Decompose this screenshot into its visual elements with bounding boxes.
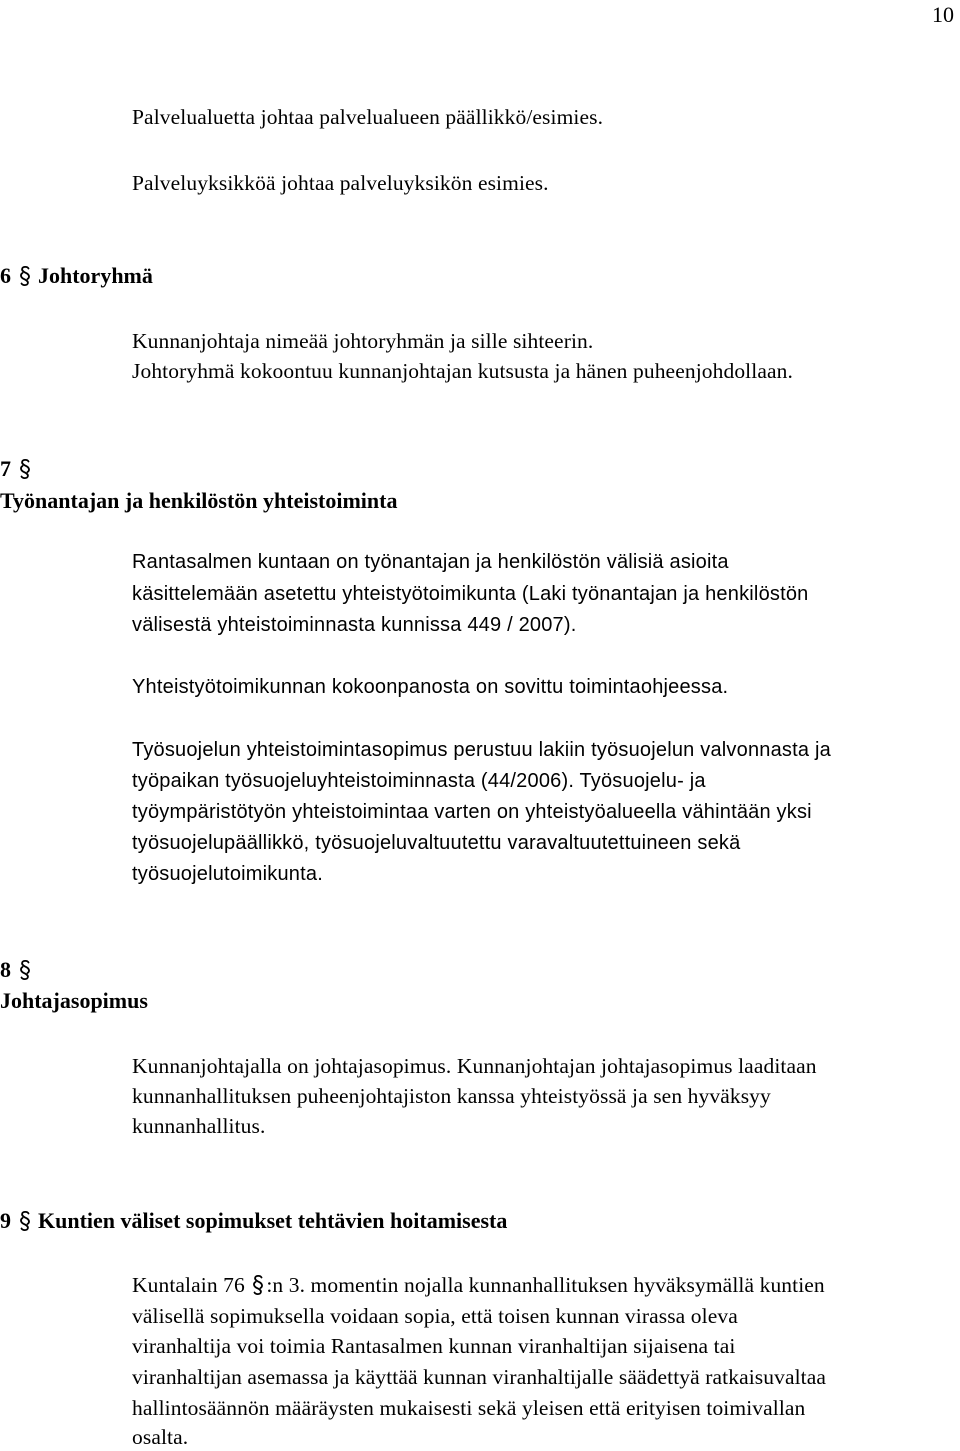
- section-sign-icon: [17, 1210, 33, 1232]
- section-7-p1-line-3: välisestä yhteistoiminnasta kunnissa 449 / 2007).: [132, 614, 577, 636]
- section-7-heading-number: [0, 456, 33, 482]
- section-9-title: Kuntien väliset sopimukset tehtävien hoitamisesta: [38, 1208, 508, 1233]
- section-sign-icon: [250, 1274, 266, 1296]
- section-8-title: Johtajasopimus: [0, 988, 148, 1013]
- section-9-line-3: viranhaltija voi toimia Rantasalmen kunnan viranhaltijan sijaisena tai: [132, 1334, 736, 1358]
- page-number: 10: [932, 2, 954, 27]
- intro-line-1: Palvelualuetta johtaa palvelualueen päällikkö/esimies.: [132, 105, 604, 129]
- section-8-heading-number: [0, 957, 33, 983]
- section-7-number: 7: [0, 456, 11, 481]
- section-8-line-1: Kunnanjohtajalla on johtajasopimus. Kunnanjohtajan johtajasopimus laaditaan: [132, 1054, 817, 1078]
- section-9-number: 9: [0, 1208, 11, 1233]
- section-7-title: Työnantajan ja henkilöstön yhteistoiminta: [0, 488, 398, 513]
- section-9-line-6: osalta.: [132, 1425, 189, 1449]
- section-6-number: 6: [0, 263, 11, 288]
- section-7-p3-line-3: työympäristötyön yhteistoimintaa varten on yhteistyöalueella vähintään yksi: [132, 801, 812, 823]
- section-7-p3-line-4: työsuojelupäällikkö, työsuojeluvaltuutettu varavaltuutettuineen sekä: [132, 832, 741, 854]
- section-sign-icon: [17, 959, 33, 981]
- section-8-line-2: kunnanhallituksen puheenjohtajiston kanssa yhteistyössä ja sen hyväksyy: [132, 1084, 771, 1108]
- section-6-line-1: Kunnanjohtaja nimeää johtoryhmän ja sille sihteerin.: [132, 329, 594, 353]
- section-sign-icon: [17, 458, 33, 480]
- section-7-p1-line-2: käsittelemään asetettu yhteistyötoimikunta (Laki työnantajan ja henkilöstön: [132, 583, 809, 605]
- section-9-line-1: [132, 1273, 825, 1298]
- section-9-line-2: välisellä sopimuksella voidaan sopia, että toisen kunnan virassa oleva: [132, 1304, 738, 1328]
- section-7-p1-line-1: Rantasalmen kuntaan on työnantajan ja henkilöstön välisiä asioita: [132, 551, 729, 573]
- section-6-title: Johtoryhmä: [38, 263, 153, 288]
- section-9-line-1-rest: :n 3. momentin nojalla kunnanhallituksen hyväksymällä kuntien: [266, 1273, 825, 1297]
- section-6-heading: [0, 263, 153, 289]
- section-7-p3-line-2: työpaikan työsuojeluyhteistoiminnasta (44/2006). Työsuojelu- ja: [132, 770, 706, 792]
- section-9-line-5: hallintosäännön määräysten mukaisesti sekä yleisen että erityisen toimivallan: [132, 1396, 806, 1420]
- section-sign-icon: [17, 265, 33, 287]
- section-7-p3-line-5: työsuojelutoimikunta.: [132, 863, 323, 885]
- section-8-line-3: kunnanhallitus.: [132, 1114, 266, 1138]
- section-6-line-2: Johtoryhmä kokoontuu kunnanjohtajan kutsusta ja hänen puheenjohdollaan.: [132, 359, 793, 383]
- section-7-p2: Yhteistyötoimikunnan kokoonpanosta on sovittu toimintaohjeessa.: [132, 676, 729, 698]
- section-7-p3-line-1: Työsuojelun yhteistoimintasopimus perustuu lakiin työsuojelun valvonnasta ja: [132, 739, 831, 761]
- section-9-line-1-start: Kuntalain 76: [132, 1273, 245, 1297]
- section-9-heading: [0, 1208, 507, 1234]
- section-9-line-4: viranhaltijan asemassa ja käyttää kunnan viranhaltijalle säädettyä ratkaisuvaltaa: [132, 1365, 827, 1389]
- intro-line-2: Palveluyksikköä johtaa palveluyksikön esimies.: [132, 171, 549, 195]
- section-8-number: 8: [0, 957, 11, 982]
